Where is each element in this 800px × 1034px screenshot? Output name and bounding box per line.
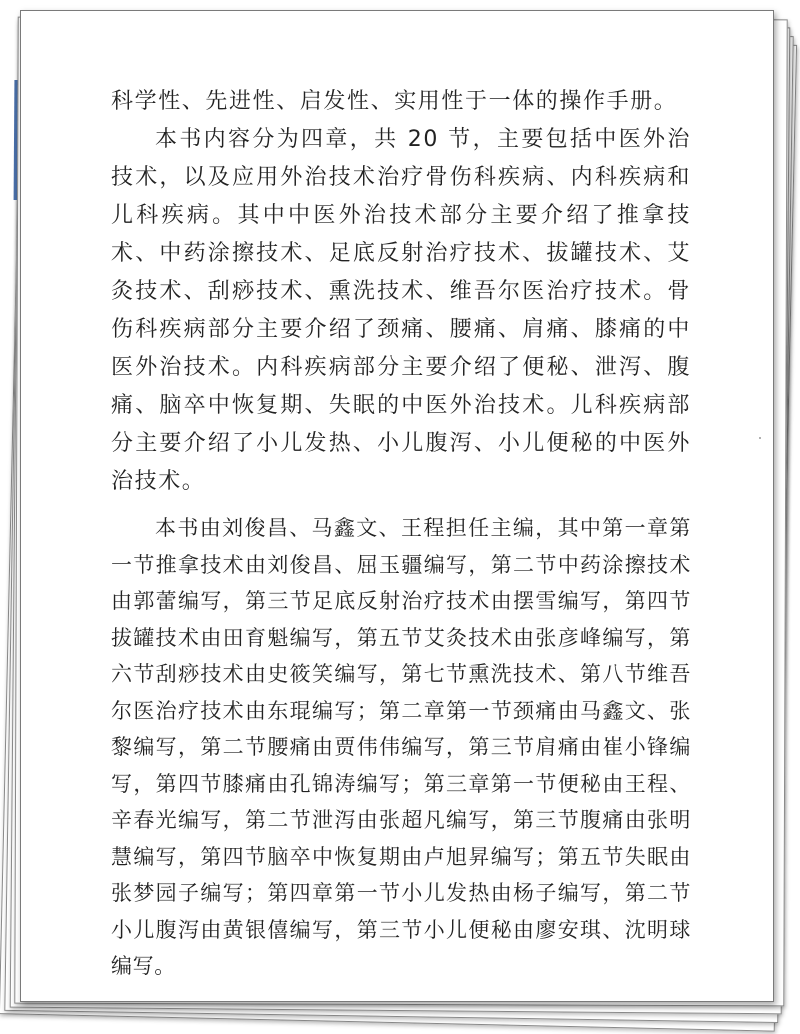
paragraph-2: 本书内容分为四章，共 20 节，主要包括中医外治技术，以及应用外治技术治疗骨伤科疾病、内科疾病和儿科疾病。其中中医外治技术部分主要介绍了推拿技术、中药涂擦技术、足底反射治疗技术、拔罐技术、艾灸技术、刮痧技术、熏洗技术、维吾尔医治疗技术。骨伤科疾病部分主要介绍了颈痛、腰痛、肩痛、膝痛的中医外治技术。内科疾病部分主要介绍了便秘、泄泻、腹痛、脑卒中恢复期、失眠的中医外治技术。儿科疾病部分主要介绍了小儿发热、小儿腹泻、小儿便秘的中医外治技术。	[111, 127, 691, 494]
page-body-text	[111, 83, 691, 985]
document-page	[20, 10, 774, 1002]
paragraph-1: 科学性、先进性、启发性、实用性于一体的操作手册。	[111, 89, 678, 114]
paragraph-3: 本书由刘俊昌、马鑫文、王程担任主编，其中第一章第一节推拿技术由刘俊昌、屈玉疆编写，第二节中药涂擦技术由郭蕾编写，第三节足底反射治疗技术由摆雪编写，第四节拔罐技术由田育魁编写，第五节艾灸技术由张彦峰编写，第六节刮痧技术由史筱笑编写，第七节熏洗技术、第八节维吾尔医治疗技术由东琨编写；第二章第一节颈痛由马鑫文、张黎编写，第二节腰痛由贾伟伟编写，第三节肩痛由崔小锋编写，第四节膝痛由孔锦涛编写；第三章第一节便秘由王程、辛春光编写，第二节泄泻由张超凡编写，第三节腹痛由张明慧编写，第四节脑卒中恢复期由卢旭昇编写；第五节失眠由张梦园子编写；第四章第一节小儿发热由杨子编写，第二节小儿腹泻由黄银僖编写，第三节小儿便秘由廖安琪、沈明球编写。	[111, 516, 691, 978]
paper-speck	[759, 437, 761, 439]
